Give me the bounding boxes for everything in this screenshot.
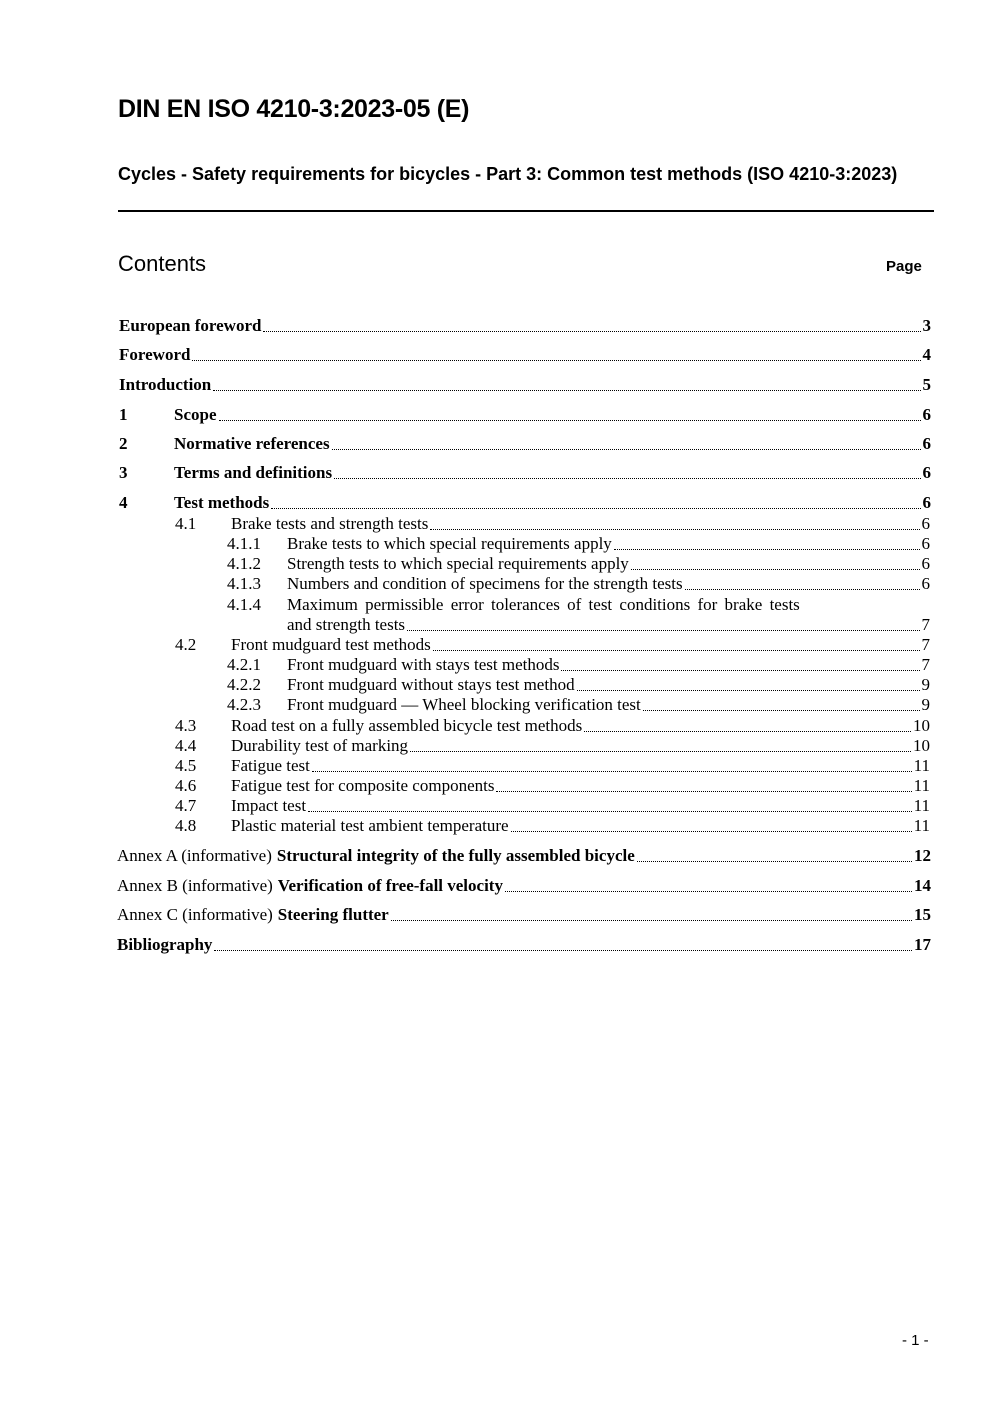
toc-entry-label: Brake tests and strength tests (231, 514, 429, 533)
toc-entry-label: Steering flutter (277, 905, 389, 924)
toc-entry-number: 4.7 (175, 796, 197, 815)
toc-entry-page: 6 (921, 514, 930, 533)
toc-entry-annex-c[interactable] (117, 905, 931, 925)
toc-entry-label: Road test on a fully assembled bicycle test methods (231, 716, 583, 735)
toc-entry-page: 4 (922, 345, 931, 364)
toc-entry-page: 6 (922, 493, 931, 512)
toc-entry-4-2-3[interactable] (227, 695, 930, 715)
toc-entry-number: 4.5 (175, 756, 197, 775)
toc-entry-number: 4.1.3 (227, 574, 261, 593)
toc-entry-label: Structural integrity of the fully assembled bicycle (276, 846, 635, 865)
toc-entry-label: Brake tests to which special requirements apply (287, 534, 612, 553)
toc-entry-page: 11 (913, 756, 930, 775)
toc-entry-european-foreword[interactable] (119, 316, 931, 336)
toc-entry-label: Front mudguard — Wheel blocking verification test (287, 695, 641, 714)
toc-leader-dots (643, 710, 920, 711)
toc-entry-introduction[interactable] (119, 375, 931, 395)
toc-entry-4-7[interactable] (175, 796, 930, 816)
toc-annex-prefix: Annex A (informative) (117, 846, 272, 865)
toc-entry-page: 7 (921, 655, 930, 674)
toc-entry-4-6[interactable] (175, 776, 930, 796)
toc-entry-label: Strength tests to which special requirements apply (287, 554, 629, 573)
toc-entry-number: 3 (119, 463, 128, 482)
toc-entry-page: 15 (914, 905, 931, 924)
toc-leader-dots (410, 751, 911, 752)
toc-entry-label: Fatigue test (231, 756, 310, 775)
toc-entry-label: Fatigue test for composite components (231, 776, 495, 795)
toc-entry-page: 11 (913, 816, 930, 835)
toc-entry-page: 9 (921, 695, 930, 714)
toc-entry-number: 4.4 (175, 736, 197, 755)
toc-entry-label: Durability test of marking (231, 736, 409, 755)
toc-entry-page: 6 (922, 405, 931, 424)
toc-entry-number: 2 (119, 434, 128, 453)
toc-entry-annex-b[interactable] (117, 876, 931, 896)
toc-entry-number: 4.1.1 (227, 534, 261, 553)
document-subtitle: Cycles - Safety requirements for bicycles - Part 3: Common test methods (ISO 4210-3:2023) (118, 164, 898, 184)
toc-entry-number: 4.2.2 (227, 675, 261, 694)
toc-entry-4-2-1[interactable] (227, 655, 930, 675)
toc-entry-number: 1 (119, 405, 128, 424)
toc-entry-4-8[interactable] (175, 816, 930, 836)
toc-entry-number: 4.2 (175, 635, 197, 654)
toc-entry-page: 7 (921, 615, 930, 634)
toc-entry-4-1-2[interactable] (227, 554, 930, 574)
toc-entry-4-2[interactable] (175, 635, 930, 655)
toc-entry-label: Front mudguard test methods (231, 635, 431, 654)
toc-leader-dots (685, 589, 920, 590)
toc-entry-number: 4.6 (175, 776, 197, 795)
toc-entry-4-3[interactable] (175, 716, 930, 736)
toc-leader-dots (511, 831, 912, 832)
toc-entry-number: 4.1 (175, 514, 197, 533)
toc-entry-label: Verification of free-fall velocity (277, 876, 503, 895)
toc-leader-dots (637, 861, 912, 862)
toc-leader-dots (192, 360, 920, 361)
toc-entry-number: 4 (119, 493, 128, 512)
document-title: DIN EN ISO 4210-3:2023-05 (E) (118, 95, 470, 123)
toc-entry-page: 17 (914, 935, 931, 954)
page-column-label: Page (886, 258, 922, 275)
toc-entry-label: Plastic material test ambient temperature (231, 816, 509, 835)
toc-entry-label: European foreword (119, 316, 262, 335)
toc-entry-number: 4.2.3 (227, 695, 261, 714)
toc-leader-dots (631, 569, 920, 570)
toc-leader-dots (391, 920, 912, 921)
toc-entry-page: 7 (921, 635, 930, 654)
toc-entry-foreword[interactable] (119, 345, 931, 365)
toc-leader-dots (614, 549, 920, 550)
toc-leader-dots (584, 731, 911, 732)
toc-entry-terms-and-definitions[interactable] (119, 463, 931, 483)
toc-entry-page: 6 (921, 574, 930, 593)
toc-entry-page: 5 (922, 375, 931, 394)
toc-entry-4-1-1[interactable] (227, 534, 930, 554)
toc-entry-label: Introduction (119, 375, 212, 394)
toc-entry-test-methods[interactable] (119, 493, 931, 513)
page-number-footer: - 1 - (902, 1332, 929, 1349)
toc-entry-4-2-2[interactable] (227, 675, 930, 695)
toc-leader-dots (334, 478, 920, 479)
toc-entry-page: 9 (921, 675, 930, 694)
toc-entry-page: 11 (913, 796, 930, 815)
toc-entry-page: 6 (922, 434, 931, 453)
toc-entry-page: 14 (914, 876, 931, 895)
toc-entry-label: Front mudguard with stays test methods (287, 655, 560, 674)
toc-entry-page: 10 (913, 716, 930, 735)
toc-entry-page: 11 (913, 776, 930, 795)
toc-entry-4-1-4-first-line[interactable] (227, 595, 800, 615)
toc-entry-label: Scope (174, 405, 217, 424)
toc-entry-scope[interactable] (119, 405, 931, 425)
toc-entry-annex-a[interactable] (117, 846, 931, 866)
toc-entry-label: and strength tests (287, 615, 406, 634)
toc-leader-dots (219, 420, 921, 421)
toc-entry-bibliography[interactable] (117, 935, 931, 955)
toc-entry-label: Maximum permissible error tolerances of test conditions for brake tests (287, 595, 800, 614)
toc-entry-number: 4.8 (175, 816, 197, 835)
toc-leader-dots (312, 771, 912, 772)
toc-leader-dots (505, 891, 912, 892)
contents-heading: Contents (118, 251, 207, 276)
toc-annex-prefix: Annex C (informative) (117, 905, 273, 924)
toc-entry-page: 6 (922, 463, 931, 482)
toc-entry-label: Front mudguard without stays test method (287, 675, 575, 694)
toc-entry-label: Foreword (119, 345, 191, 364)
toc-entry-page: 6 (921, 534, 930, 553)
toc-leader-dots (561, 670, 919, 671)
toc-entry-number: 4.1.2 (227, 554, 261, 573)
toc-entry-page: 3 (922, 316, 931, 335)
toc-leader-dots (213, 390, 920, 391)
toc-leader-dots (263, 331, 920, 332)
toc-entry-4-5[interactable] (175, 756, 930, 776)
toc-leader-dots (496, 791, 911, 792)
toc-entry-label: Test methods (174, 493, 270, 512)
toc-entry-label: Bibliography (117, 935, 213, 954)
toc-entry-label: Normative references (174, 434, 330, 453)
toc-entry-number: 4.1.4 (227, 595, 261, 614)
toc-entry-4-1-4-second-line[interactable] (287, 615, 930, 635)
toc-leader-dots (407, 630, 919, 631)
toc-annex-prefix: Annex B (informative) (117, 876, 273, 895)
toc-leader-dots (308, 811, 912, 812)
toc-entry-page: 10 (913, 736, 930, 755)
toc-leader-dots (577, 690, 920, 691)
toc-entry-4-1[interactable] (175, 514, 930, 534)
toc-entry-normative-references[interactable] (119, 434, 931, 454)
toc-entry-4-1-3[interactable] (227, 574, 930, 594)
toc-leader-dots (332, 449, 921, 450)
toc-entry-label: Terms and definitions (174, 463, 333, 482)
toc-entry-label: Impact test (231, 796, 307, 815)
toc-entry-page: 12 (914, 846, 931, 865)
toc-leader-dots (430, 529, 919, 530)
toc-leader-dots (433, 650, 920, 651)
toc-entry-number: 4.2.1 (227, 655, 261, 674)
toc-entry-number: 4.3 (175, 716, 197, 735)
toc-leader-dots (271, 508, 920, 509)
toc-entry-page: 6 (921, 554, 930, 573)
toc-leader-dots (214, 950, 912, 951)
toc-entry-4-4[interactable] (175, 736, 930, 756)
toc-entry-label: Numbers and condition of specimens for the strength tests (287, 574, 683, 593)
